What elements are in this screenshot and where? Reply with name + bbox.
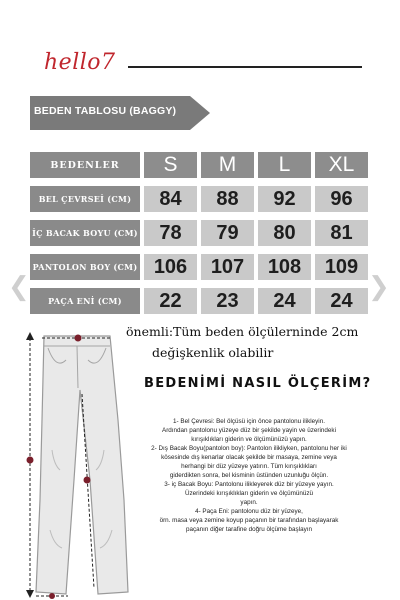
table-cell: 84 [144, 186, 197, 212]
size-xl: XL [315, 152, 368, 178]
size-s: S [144, 152, 197, 178]
size-l: L [258, 152, 311, 178]
table-cell: 96 [315, 186, 368, 212]
table-cell: 109 [315, 254, 368, 280]
instruction-line: Ardından pantolonu yüzeye düz bir şekilde yayin ve üzerindeki [162, 427, 336, 434]
table-cell: 108 [258, 254, 311, 280]
howto-title: BEDENİMİ NASIL ÖLÇERİM? [144, 376, 372, 391]
chevron-left-icon[interactable]: ❮ [8, 272, 30, 302]
chevron-right-icon[interactable]: ❯ [368, 272, 390, 302]
instruction-line: giderdikten sonra, bel kisminin üstünden uzunluğu ölçün. [169, 472, 329, 479]
instruction-line: yapın. [240, 499, 258, 506]
instruction-line: 2- Dış Bacak Boyu(pantolon boy): Pantolon ilikliyken, pantolonu her iki [151, 445, 347, 452]
banner-title: BEDEN TABLOSU (BAGGY) [34, 105, 177, 117]
instruction-line: 3- iç Bacak Boyu: Pantolonu ilikleyerek düz bir yüzeye yayın. [164, 481, 334, 488]
instruction-line: 4- Paça Eni: pantolonu düz bir yüzeye, [195, 508, 303, 515]
table-cell: 24 [315, 288, 368, 314]
table-cell: 78 [144, 220, 197, 246]
table-cell: 23 [201, 288, 254, 314]
table-row-inseam [30, 220, 370, 246]
logo-divider [128, 66, 362, 68]
size-header-row [30, 152, 370, 178]
table-cell: 80 [258, 220, 311, 246]
table-cell: 81 [315, 220, 368, 246]
row-label: BEL ÇEVRSEİ (CM) [30, 186, 140, 212]
table-row-waist [30, 186, 370, 212]
row-label: İÇ BACAK BOYU (CM) [30, 220, 140, 246]
table-cell: 106 [144, 254, 197, 280]
table-row-length [30, 254, 370, 280]
table-cell: 24 [258, 288, 311, 314]
instruction-line: kırışıklıkları giderin ve ölçümünüzü yapın. [191, 436, 307, 443]
instruction-line: paçanın diğer tarafine doğru ölçüme başlayın [185, 526, 313, 533]
instruction-line: örn. masa veya zemine koyup paçanın bir tarafından başlayarak [159, 517, 339, 524]
instruction-line: Üzerindeki kırışıklıkları giderin ve ölçümünüzü [184, 490, 314, 497]
table-cell: 88 [201, 186, 254, 212]
table-cell: 79 [201, 220, 254, 246]
row-label: PAÇA ENİ (CM) [30, 288, 140, 314]
size-m: M [201, 152, 254, 178]
note-line-2: değişkenlik olabilir [152, 345, 274, 360]
size-table [30, 152, 370, 322]
size-header-label: BEDENLER [30, 152, 140, 178]
table-row-hem-width [30, 288, 370, 314]
size-chart-banner [30, 96, 210, 130]
table-cell: 92 [258, 186, 311, 212]
row-label: PANTOLON BOY (CM) [30, 254, 140, 280]
table-cell: 22 [144, 288, 197, 314]
instruction-line: herhangi bir düz yüzeye yatırın. Tüm kırışıklıkları [181, 463, 317, 470]
instruction-line: 1- Bel Çevresi: Bel ölçüsü için önce pantolonu ilikleyin. [173, 418, 325, 425]
instruction-line: kösesinde dış kenarlar olacak şekilde bir masaya, zemine veya [161, 454, 337, 461]
table-cell: 107 [201, 254, 254, 280]
measurement-instructions [124, 417, 374, 534]
pants-diagram-icon [20, 330, 140, 600]
note-line-1: önemli:Tüm beden ölçülerninde 2cm [126, 324, 359, 339]
brand-logo: hello7 [44, 50, 116, 75]
